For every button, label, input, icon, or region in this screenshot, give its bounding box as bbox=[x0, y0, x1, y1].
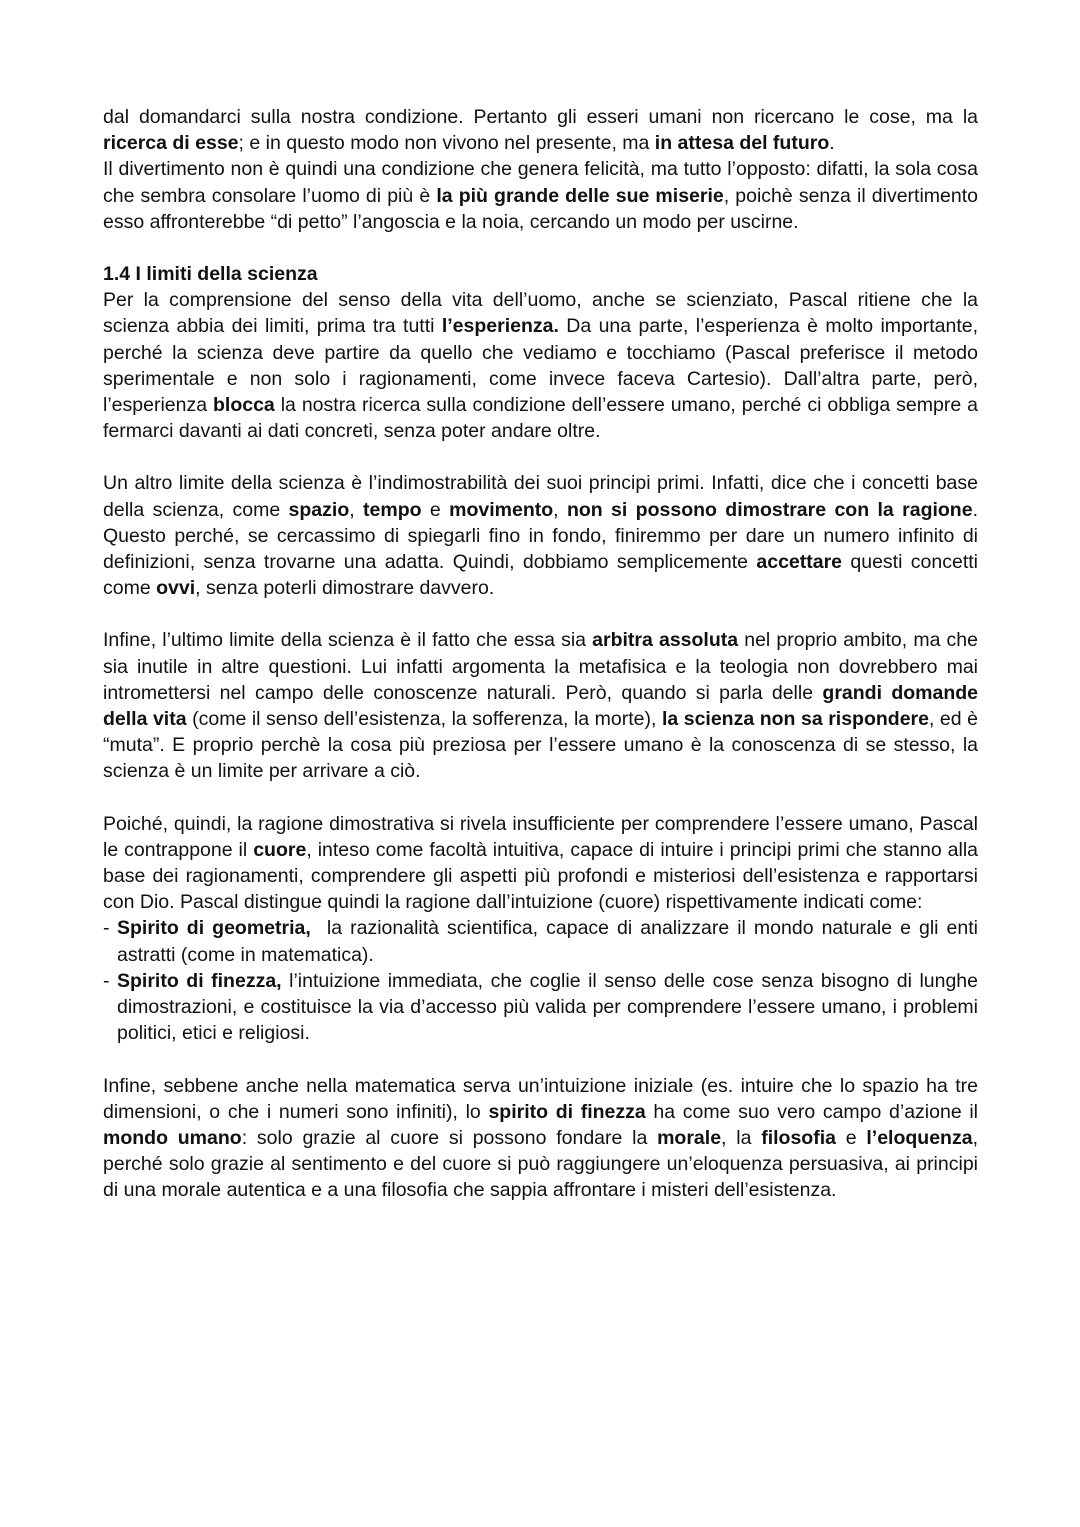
bold-run: Spirito di finezza, bbox=[117, 969, 282, 992]
text-run: Infine, l’ultimo limite della scienza è il fatto che essa sia bbox=[103, 629, 593, 652]
bold-run: ricerca di esse bbox=[103, 132, 239, 155]
bold-run: spazio bbox=[288, 498, 350, 521]
text-run: Per la comprensione del senso della vita dell’uomo, anche se scienziato, Pascal ritiene che la scienza abbia dei limiti, prima tra tutti bbox=[103, 289, 978, 338]
list-item bbox=[103, 968, 978, 1047]
bold-run: spirito di finezza bbox=[488, 1100, 646, 1123]
bold-run: la più grande delle sue miserie bbox=[436, 184, 724, 207]
bold-run: movimento bbox=[449, 498, 554, 521]
bold-run: arbitra assoluta bbox=[592, 629, 739, 652]
text-run: la nostra ricerca sulla condizione dell’essere umano, perché ci obbliga sempre a fermarci davanti ai dati concreti, senza poter andare oltre. bbox=[103, 394, 978, 443]
bold-run: blocca bbox=[213, 394, 275, 417]
text-run: nel proprio ambito, ma che sia inutile in altre questioni. Lui infatti argomenta la metafisica e la teologia non dovrebbero mai intromettersi nel campo delle conoscenze naturali. Però, quando si parla delle bbox=[103, 629, 978, 704]
bold-run: l’eloquenza bbox=[866, 1126, 973, 1149]
text-run: . bbox=[829, 132, 835, 155]
text-run: Poiché, quindi, la ragione dimostrativa si rivela insufficiente per comprendere l’essere umano, Pascal le contrappone il bbox=[103, 812, 978, 861]
text-run: (come il senso dell’esistenza, la sofferenza, la morte), bbox=[186, 708, 662, 731]
paragraph-4 bbox=[103, 470, 978, 601]
text-run: ; e in questo modo non vivono nel presente, ma bbox=[238, 132, 655, 155]
document-body bbox=[103, 104, 984, 1204]
bold-run: filosofia bbox=[761, 1126, 836, 1149]
text-run: , perché solo grazie al sentimento e del cuore si può raggiungere un’eloquenza persuasiva, ai principi di una morale autentica e a una filosofia che sappia affrontare i misteri dell’esistenza. bbox=[103, 1126, 978, 1202]
text-run: : solo grazie al cuore si possono fondare la bbox=[241, 1126, 658, 1149]
text-run: l’intuizione immediata, che coglie il senso delle cose senza bisogno di lunghe dimostrazioni, e costituisce la via d’accesso più valida per comprendere l’essere umano, i problemi politici, etici e religiosi. bbox=[117, 969, 979, 1045]
text-run: la razionalità scientifica, capace di analizzare il mondo naturale e gli enti astratti (come in matematica). bbox=[117, 917, 984, 966]
text-run: e bbox=[835, 1126, 867, 1149]
bold-run: tempo bbox=[363, 498, 422, 521]
paragraph-1 bbox=[103, 104, 978, 156]
text-run: , bbox=[553, 498, 567, 521]
bold-run: ovvi bbox=[156, 577, 196, 600]
text-run: ha come suo vero campo d’azione il bbox=[645, 1100, 979, 1123]
paragraph-7 bbox=[103, 1073, 978, 1204]
text-run: Da una parte, l’esperienza è molto importante, perché la scienza deve partire da quello che vediamo e tocchiamo (Pascal preferisce il metodo sperimentale e non solo i ragionamenti, come invece faceva Cartesio). Dall’altra parte, però, l’esperienza bbox=[103, 315, 978, 417]
text-run: dal domandarci sulla nostra condizione. Pertanto gli esseri umani non ricercano le cose, ma la bbox=[103, 106, 978, 128]
text-run: Un altro limite della scienza è l’indimostrabilità dei suoi principi primi. Infatti, dice che i concetti base della scienza, come bbox=[103, 472, 978, 521]
spirit-list bbox=[103, 915, 984, 1046]
bold-run: l’esperienza. bbox=[441, 315, 559, 338]
text-run: , bbox=[349, 498, 364, 521]
text-run: . Questo perché, se cercassimo di spiegarli fino in fondo, finiremmo per dare un numero infinito di definizioni, senza trovarne una adatta. Quindi, dobbiamo semplicemente bbox=[103, 498, 978, 574]
text-run: questi concetti come bbox=[103, 551, 978, 600]
bold-run: non si possono dimostrare con la ragione bbox=[566, 498, 973, 521]
bold-run: morale bbox=[657, 1126, 722, 1149]
dash-bullet: - bbox=[103, 969, 110, 992]
text-run: , senza poterli dimostrare davvero. bbox=[195, 577, 495, 600]
text-run: e bbox=[421, 498, 450, 521]
list-item bbox=[103, 915, 984, 967]
text-run: , la bbox=[721, 1126, 762, 1149]
paragraph-6 bbox=[103, 811, 978, 916]
text-run: , ed è “muta”. E proprio perchè la cosa più preziosa per l’essere umano è la conoscenza di se stesso, la scienza è un limite per arrivare a ciò. bbox=[103, 708, 978, 783]
bold-run: grandi domande della vita bbox=[103, 681, 978, 731]
bold-run: la scienza non sa rispondere bbox=[661, 708, 929, 731]
text-run: , inteso come facoltà intuitiva, capace di intuire i principi primi che stanno alla base dei ragionamenti, comprendere gli aspetti più profondi e misteriosi dell’esistenza e rapportarsi con Dio. Pascal distingue quindi la ragione dall’intuizione (cuore) rispettivamente indicati come: bbox=[103, 838, 978, 914]
paragraph-2 bbox=[103, 156, 978, 235]
bold-run: Spirito di geometria, bbox=[117, 917, 311, 940]
text-run: Infine, sebbene anche nella matematica serva un’intuizione iniziale (es. intuire che lo spazio ha tre dimensioni, o che i numeri sono infiniti), lo bbox=[103, 1074, 978, 1123]
paragraph-3 bbox=[103, 287, 978, 444]
bold-run: in attesa del futuro bbox=[654, 132, 830, 155]
text-run: , poichè senza il divertimento esso affronterebbe “di petto” l’angoscia e la noia, cercando un modo per uscirne. bbox=[103, 184, 978, 233]
bold-run: cuore bbox=[253, 838, 307, 861]
dash-bullet: - bbox=[103, 917, 110, 940]
bold-run: accettare bbox=[756, 551, 843, 574]
paragraph-5 bbox=[103, 627, 978, 784]
text-run: Il divertimento non è quindi una condizione che genera felicità, ma tutto l’opposto: difatti, la sola cosa che sembra consolare l’uomo di più è bbox=[103, 158, 978, 207]
section-heading: 1.4 I limiti della scienza bbox=[103, 263, 318, 286]
bold-run: mondo umano bbox=[103, 1126, 242, 1149]
